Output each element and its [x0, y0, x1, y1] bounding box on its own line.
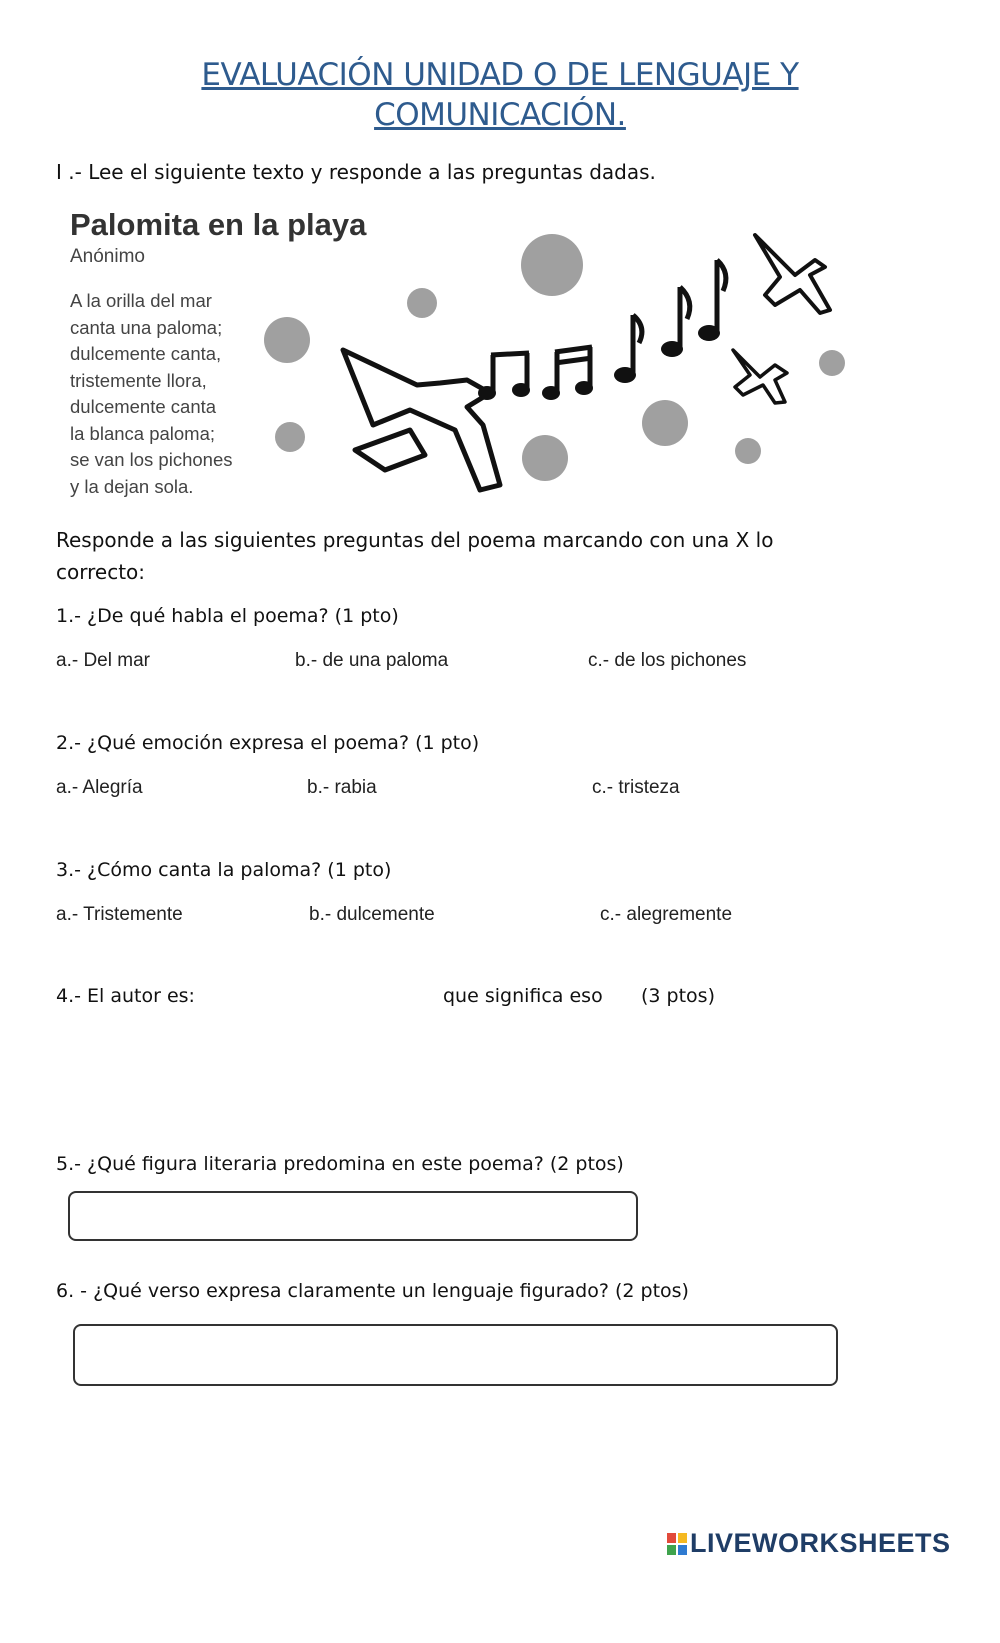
q1-option-c[interactable]: c.- de los pichones	[588, 650, 747, 671]
question-1: 1.- ¿De qué habla el poema? (1 pto)	[56, 605, 399, 627]
poem-body	[70, 288, 233, 500]
question-4-label: 4.- El autor es:	[56, 985, 195, 1007]
dove-large-icon	[343, 350, 500, 490]
q3-option-b[interactable]: b.- dulcemente	[309, 904, 435, 925]
question-6: 6. - ¿Qué verso expresa claramente un lenguaje figurado? (2 ptos)	[56, 1280, 689, 1302]
worksheet-title-line2: COMUNICACIÓN.	[374, 97, 626, 133]
decor-dot	[819, 350, 845, 376]
poem-line: se van los pichones	[70, 449, 233, 470]
poem-line: canta una paloma;	[70, 316, 223, 338]
music-notes-icon	[478, 260, 726, 400]
question-4-meaning: que significa eso	[443, 985, 603, 1007]
poem-line: tristemente llora,	[70, 369, 207, 391]
poem-illustration	[255, 215, 855, 515]
question-4-points: (3 ptos)	[641, 985, 715, 1007]
section-instruction: I .- Lee el siguiente texto y responde a las preguntas dadas.	[56, 160, 656, 184]
question-5: 5.- ¿Qué figura literaria predomina en este poema? (2 ptos)	[56, 1153, 624, 1175]
poem-line: la blanca paloma;	[70, 422, 216, 444]
liveworksheets-brand: LIVEWORKSHEETS	[690, 1528, 951, 1558]
answer-instruction-line2: correcto:	[56, 560, 146, 584]
answer-instruction-line1: Responde a las siguientes preguntas del poema marcando con una X lo	[56, 528, 774, 552]
q1-option-a[interactable]: a.- Del mar	[56, 650, 150, 671]
dove-small-icon	[755, 235, 830, 313]
q3-option-c[interactable]: c.- alegremente	[600, 904, 733, 925]
worksheet-title-line1: EVALUACIÓN UNIDAD O DE LENGUAJE Y	[201, 57, 799, 93]
decor-dot	[407, 288, 437, 318]
q3-option-a[interactable]: a.- Tristemente	[56, 904, 183, 925]
q2-option-c[interactable]: c.- tristeza	[592, 777, 680, 798]
poem-line: y la dejan sola.	[70, 475, 194, 497]
decor-dot	[521, 234, 583, 296]
poem-line: dulcemente canta	[70, 396, 217, 417]
poem-line: dulcemente canta,	[70, 343, 222, 364]
q6-answer-input[interactable]	[73, 1324, 838, 1386]
decor-dot	[275, 422, 305, 452]
poem-author: Anónimo	[70, 246, 145, 267]
q1-option-b[interactable]: b.- de una paloma	[295, 650, 449, 671]
q5-answer-input[interactable]	[68, 1191, 638, 1241]
poem-line: A la orilla del mar	[70, 290, 212, 311]
decor-dot	[264, 317, 310, 363]
q2-option-a[interactable]: a.- Alegría	[56, 777, 143, 798]
liveworksheets-logo-icon	[667, 1533, 687, 1555]
q2-option-b[interactable]: b.- rabia	[307, 777, 377, 798]
decor-dot	[642, 400, 688, 446]
question-2: 2.- ¿Qué emoción expresa el poema? (1 pto)	[56, 732, 480, 754]
poem-title: Palomita en la playa	[70, 207, 367, 242]
decor-dot	[735, 438, 761, 464]
dove-tiny-icon	[733, 350, 787, 403]
decor-dot	[522, 435, 568, 481]
question-3: 3.- ¿Cómo canta la paloma? (1 pto)	[56, 859, 392, 881]
